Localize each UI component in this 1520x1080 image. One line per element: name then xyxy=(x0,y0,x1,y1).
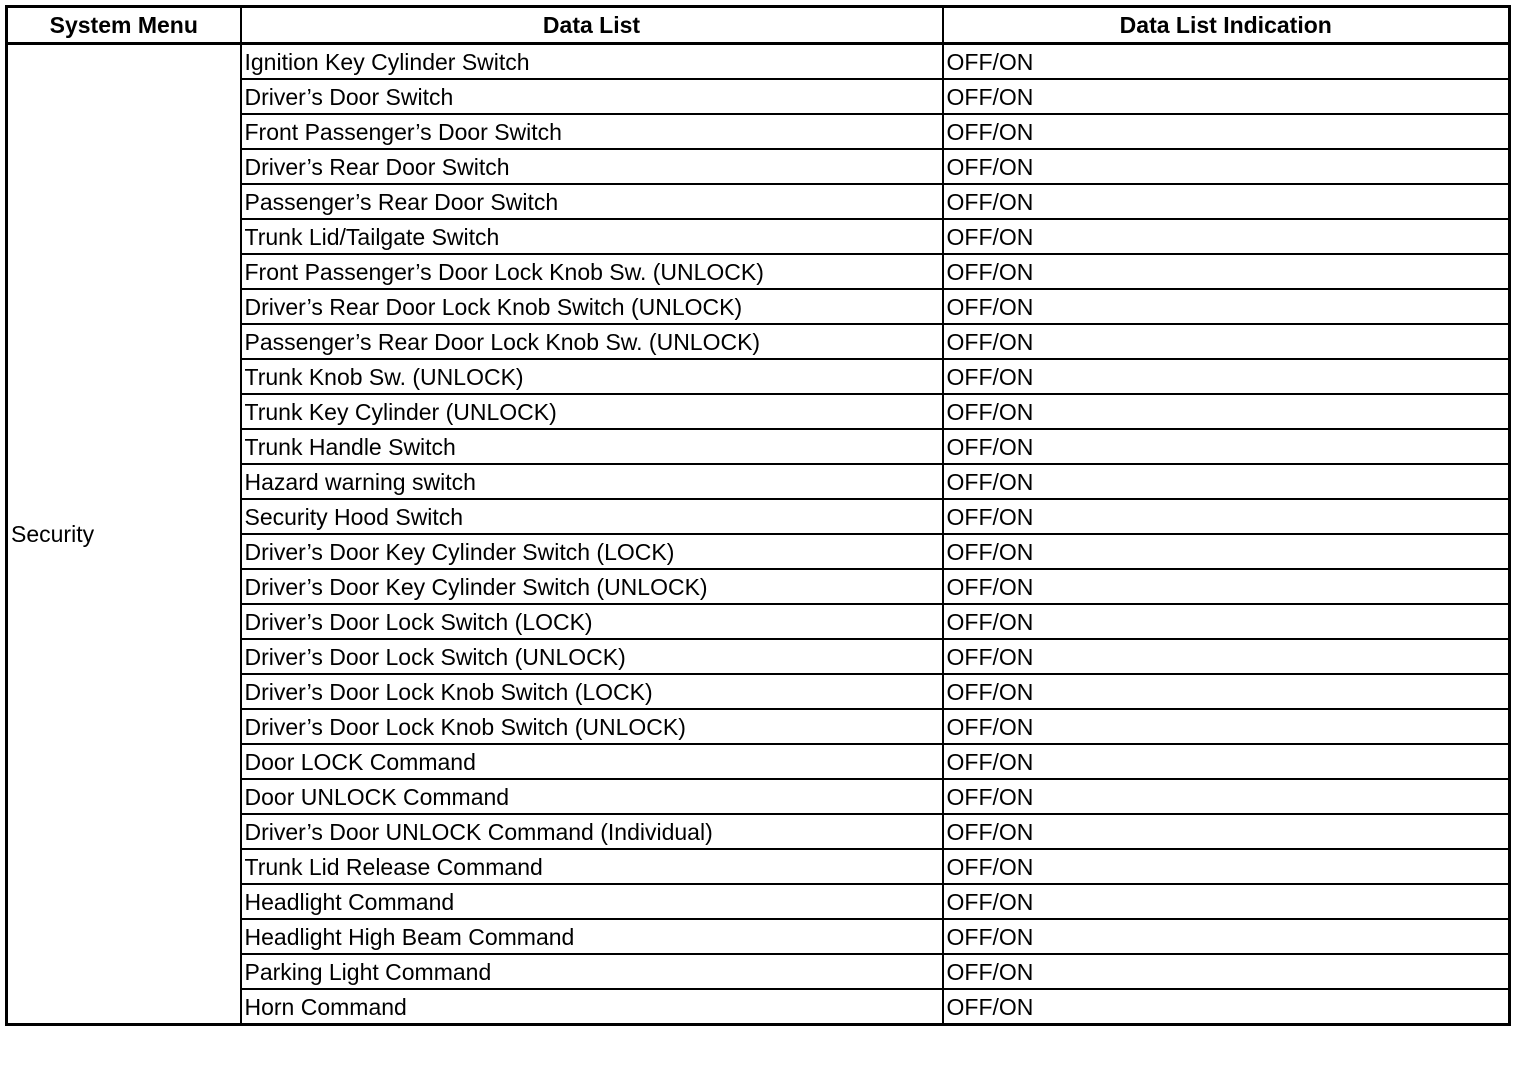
header-system-menu: System Menu xyxy=(7,7,241,44)
data-list-indication: OFF/ON xyxy=(943,709,1510,744)
data-list-item: Trunk Knob Sw. (UNLOCK) xyxy=(241,359,943,394)
data-list-indication: OFF/ON xyxy=(943,254,1510,289)
data-list-indication: OFF/ON xyxy=(943,814,1510,849)
table-row xyxy=(7,44,1510,80)
data-list-item: Trunk Key Cylinder (UNLOCK) xyxy=(241,394,943,429)
data-list-indication: OFF/ON xyxy=(943,779,1510,814)
data-list-item: Door UNLOCK Command xyxy=(241,779,943,814)
data-list-indication: OFF/ON xyxy=(943,289,1510,324)
data-list-indication: OFF/ON xyxy=(943,79,1510,114)
data-list-indication: OFF/ON xyxy=(943,359,1510,394)
data-list-indication: OFF/ON xyxy=(943,569,1510,604)
data-list-indication: OFF/ON xyxy=(943,499,1510,534)
data-list-indication: OFF/ON xyxy=(943,884,1510,919)
data-list-item: Driver’s Door Lock Switch (LOCK) xyxy=(241,604,943,639)
data-list-indication: OFF/ON xyxy=(943,114,1510,149)
data-list-item: Front Passenger’s Door Lock Knob Sw. (UNLOCK) xyxy=(241,254,943,289)
data-list-indication: OFF/ON xyxy=(943,219,1510,254)
data-list-indication: OFF/ON xyxy=(943,324,1510,359)
data-list-table xyxy=(5,5,1511,1026)
header-data-list-indication: Data List Indication xyxy=(943,7,1510,44)
data-list-indication: OFF/ON xyxy=(943,464,1510,499)
data-list-indication: OFF/ON xyxy=(943,184,1510,219)
data-list-item: Passenger’s Rear Door Switch xyxy=(241,184,943,219)
data-list-item: Trunk Handle Switch xyxy=(241,429,943,464)
data-list-item: Parking Light Command xyxy=(241,954,943,989)
data-list-indication: OFF/ON xyxy=(943,989,1510,1025)
table-header xyxy=(7,7,1510,44)
data-list-item: Horn Command xyxy=(241,989,943,1025)
data-list-item: Driver’s Door Lock Switch (UNLOCK) xyxy=(241,639,943,674)
data-list-item: Driver’s Door Key Cylinder Switch (UNLOCK) xyxy=(241,569,943,604)
table-body xyxy=(7,44,1510,1025)
data-list-indication: OFF/ON xyxy=(943,149,1510,184)
header-row xyxy=(7,7,1510,44)
data-list-item: Driver’s Door Key Cylinder Switch (LOCK) xyxy=(241,534,943,569)
data-list-item: Front Passenger’s Door Switch xyxy=(241,114,943,149)
data-list-indication: OFF/ON xyxy=(943,849,1510,884)
data-list-indication: OFF/ON xyxy=(943,604,1510,639)
data-list-indication: OFF/ON xyxy=(943,534,1510,569)
data-list-item: Headlight High Beam Command xyxy=(241,919,943,954)
data-list-indication: OFF/ON xyxy=(943,44,1510,80)
header-data-list: Data List xyxy=(241,7,943,44)
data-list-indication: OFF/ON xyxy=(943,919,1510,954)
data-list-item: Driver’s Rear Door Lock Knob Switch (UNLOCK) xyxy=(241,289,943,324)
data-list-item: Door LOCK Command xyxy=(241,744,943,779)
data-list-indication: OFF/ON xyxy=(943,639,1510,674)
data-list-indication: OFF/ON xyxy=(943,394,1510,429)
data-list-item: Ignition Key Cylinder Switch xyxy=(241,44,943,80)
data-list-item: Passenger’s Rear Door Lock Knob Sw. (UNLOCK) xyxy=(241,324,943,359)
data-list-item: Driver’s Rear Door Switch xyxy=(241,149,943,184)
data-list-indication: OFF/ON xyxy=(943,429,1510,464)
data-list-item: Trunk Lid Release Command xyxy=(241,849,943,884)
data-list-item: Driver’s Door Lock Knob Switch (UNLOCK) xyxy=(241,709,943,744)
data-list-item: Trunk Lid/Tailgate Switch xyxy=(241,219,943,254)
data-list-item: Hazard warning switch xyxy=(241,464,943,499)
data-list-item: Headlight Command xyxy=(241,884,943,919)
data-list-item: Driver’s Door Lock Knob Switch (LOCK) xyxy=(241,674,943,709)
data-list-indication: OFF/ON xyxy=(943,674,1510,709)
data-list-item: Driver’s Door UNLOCK Command (Individual) xyxy=(241,814,943,849)
data-list-item: Security Hood Switch xyxy=(241,499,943,534)
data-list-indication: OFF/ON xyxy=(943,744,1510,779)
data-list-item: Driver’s Door Switch xyxy=(241,79,943,114)
system-menu-cell: Security xyxy=(7,44,241,1025)
data-list-indication: OFF/ON xyxy=(943,954,1510,989)
